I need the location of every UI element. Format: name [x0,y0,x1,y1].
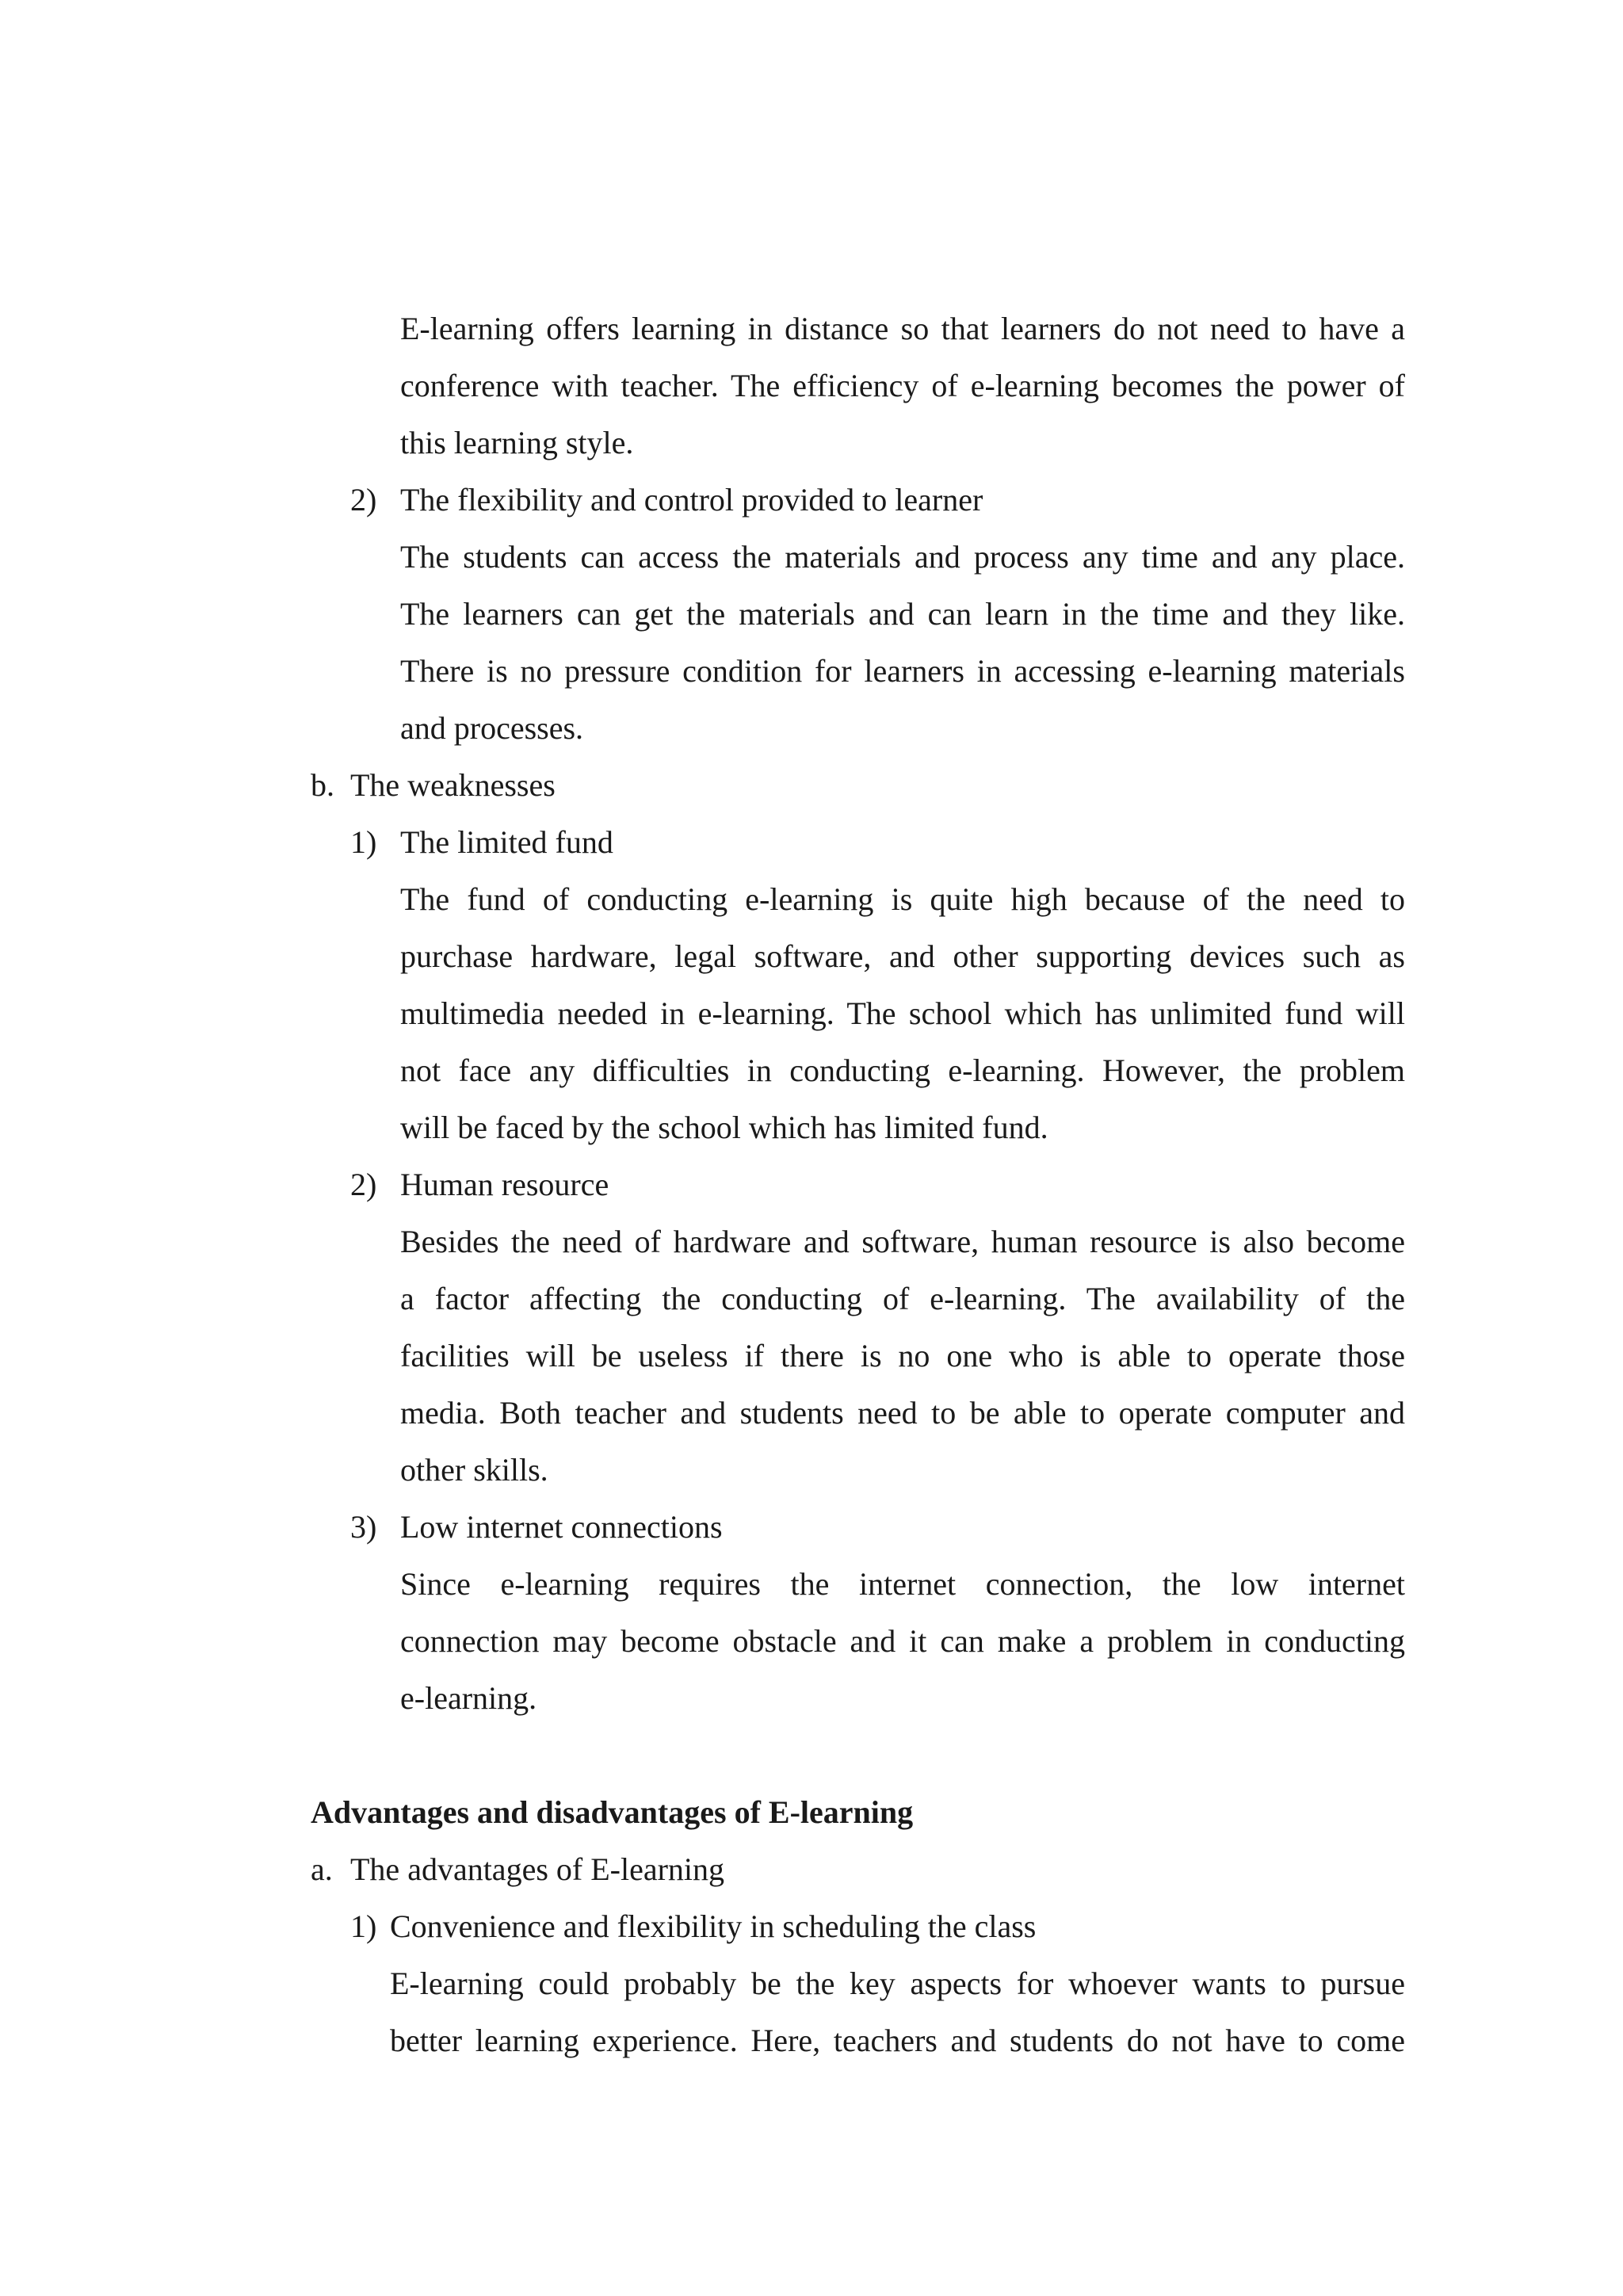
item-number: 3) [350,1509,377,1545]
list-item-human-resource [350,1156,1405,1213]
paragraph-line: a factor affecting the conducting of e-learning. The availability of the [400,1281,1405,1316]
paragraph-line: E-learning offers learning in distance so that learners do not need to have a [400,311,1405,346]
list-item-flexibility [350,472,1405,529]
paragraph-line: will be faced by the school which has limited fund. [400,1110,1048,1145]
paragraph-line: not face any difficulties in conducting e-learning. However, the problem [400,1052,1405,1088]
item-heading: Low internet connections [400,1509,723,1545]
paragraph-line: Since e-learning requires the internet connection, the low internet [400,1566,1405,1602]
list-item-limited-fund [350,814,1405,871]
subsection-letter: a. [311,1851,333,1887]
subsection-heading: The weaknesses [350,767,556,803]
item-number: 1) [350,1908,377,1944]
limited-fund-paragraph [400,871,1405,1156]
paragraph-line: facilities will be useless if there is no one who is able to operate those [400,1338,1405,1373]
paragraph-line: conference with teacher. The efficiency of e-learning becomes the power of [400,368,1405,403]
item-heading: The limited fund [400,824,613,860]
paragraph-line: The fund of conducting e-learning is quite high because of the need to [400,881,1405,917]
convenience-paragraph [390,1955,1405,2069]
subsection-weaknesses [311,757,1404,814]
paragraph-line: and processes. [400,710,584,746]
paragraph-line: multimedia needed in e-learning. The school which has unlimited fund will [400,995,1405,1031]
item-number: 2) [350,482,377,518]
human-resource-paragraph [400,1213,1405,1499]
paragraph-line: The learners can get the materials and can learn in the time and they like. [400,596,1405,632]
subsection-heading: The advantages of E-learning [350,1851,725,1887]
subsection-advantages [311,1841,1404,1898]
paragraph-line: media. Both teacher and students need to be able to operate computer and [400,1395,1405,1431]
paragraph-line: connection may become obstacle and it can make a problem in conducting [400,1623,1405,1659]
flexibility-paragraph [400,529,1405,757]
item-heading: Human resource [400,1167,609,1202]
low-internet-paragraph [400,1556,1405,1727]
paragraph-line: e-learning. [400,1680,537,1716]
section-title: Advantages and disadvantages of E-learning [311,1794,914,1830]
paragraph-line: other skills. [400,1452,548,1488]
paragraph-line: purchase hardware, legal software, and other supporting devices such as [400,938,1405,974]
paragraph-line: E-learning could probably be the key aspects for whoever wants to pursue [390,1966,1405,2001]
item-number: 1) [350,824,377,860]
subsection-letter: b. [311,767,334,803]
paragraph-line: Besides the need of hardware and software, human resource is also become [400,1224,1405,1259]
item-heading: The flexibility and control provided to learner [400,482,983,518]
intro-paragraph [400,300,1405,472]
paragraph-line: better learning experience. Here, teachers and students do not have to come [390,2023,1405,2058]
item-number: 2) [350,1167,377,1202]
list-item-low-internet [350,1499,1405,1556]
paragraph-line: this learning style. [400,425,634,460]
paragraph-line: The students can access the materials and process any time and any place. [400,539,1405,575]
item-heading: Convenience and flexibility in scheduling the class [390,1908,1037,1944]
list-item-convenience [350,1898,1405,1955]
paragraph-line: There is no pressure condition for learners in accessing e-learning materials [400,653,1405,689]
